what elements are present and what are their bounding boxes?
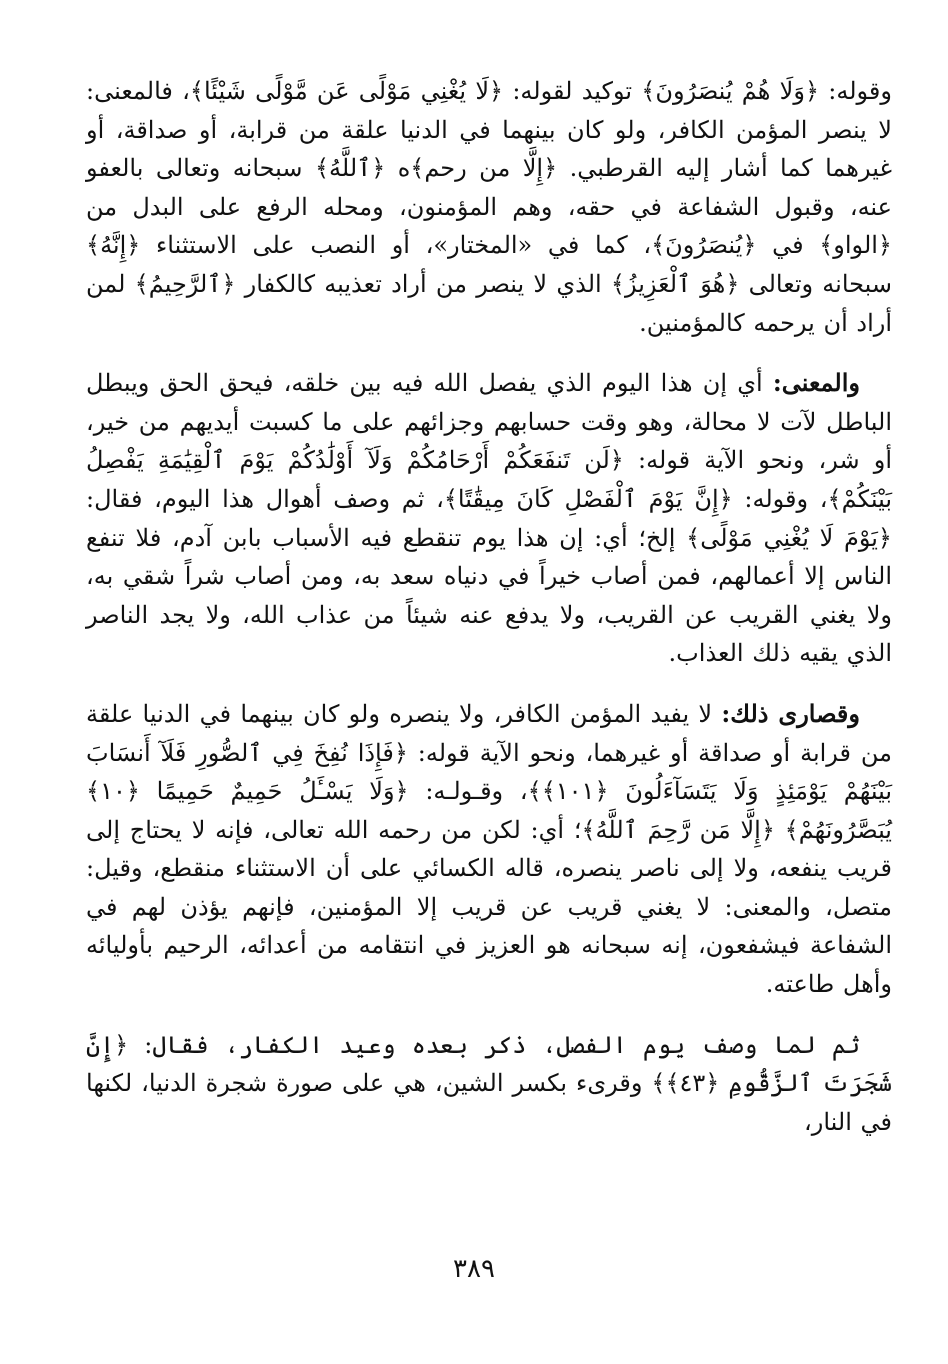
paragraph-2-text: أي إن هذا اليوم الذي يفصل الله فيه بين خلقه، فيحق الحق ويبطل الباطل لآت لا محالة، وهو وقت حسابهم وجزائهم على ما كسبت أيديهم من خير، أو شر، ونحو الآية قوله: ﴿لَن تَنفَعَكُمْ أَرْحَامُكُمْ وَلَآ أَوْلَٰدُكُمْ يَوْمَ ٱلْقِيَٰمَةِ يَفْصِلُ بَيْنَكُمْ﴾، وقوله: ﴿إِنَّ يَوْمَ ٱلْفَصْلِ كَانَ مِيقَٰتًا﴾، ثم وصف أهوال هذا اليوم، فقال: ﴿يَوْمَ لَا يُغْنِي مَوْلًى﴾ إلخ؛ أي: إن هذا يوم تنقطع فيه الأسباب بابن آدم، فلا تنفع الناس إلا أعمالهم، فمن أصاب خيراً في دنياه سعد به، ومن أصاب شراً شقي به، ولا يغني القريب عن القريب، ولا يدفع عنه شيئاً من عذاب الله، ولا يجد الناصر الذي يقيه ذلك العذاب.: [86, 369, 892, 668]
paragraph-4: [86, 1026, 892, 1142]
paragraph-3-lead: وقصارى ذلك:: [721, 698, 860, 728]
paragraph-3-text: لا يفيد المؤمن الكافر، ولا ينصره ولو كان بينهما في الدنيا علقة من قرابة أو صداقة أو غيرهما، ونحو الآية قوله: ﴿فَإِذَا نُفِخَ فِي ٱلصُّورِ فَلَآ أَنسَابَ بَيْنَهُمْ يَوْمَئِذٍ وَلَا يَتَسَآءَلُونَ ﴿١٠١﴾﴾، وقـولـه: ﴿وَلَا يَسْـَٔلُ حَمِيمٌ حَمِيمًا ﴿١٠﴾ يُبَصَّرُونَهُمْ﴾ ﴿إِلَّا مَن رَّحِمَ ٱللَّهُ﴾؛ أي: لكن من رحمه الله تعالى، فإنه لا يحتاج إلى قريب ينفعه، ولا إلى ناصر ينصره، قاله الكسائي على أن الاستثناء منقطع، وقيل: متصل، والمعنى: لا يغني قريب عن قريب إلا المؤمنين، فإنهم يؤذن لهم في الشفاعة فيشفعون، إنه سبحانه هو العزيز في انتقامه من أعدائه، الرحيم بأوليائه وأهل طاعته.: [86, 699, 893, 999]
page-number: ٣٨٩: [453, 1254, 495, 1284]
paragraph-1-text: وقوله: ﴿وَلَا هُمْ يُنصَرُونَ﴾ توكيد لقوله: ﴿لَا يُغْنِي مَوْلًى عَن مَّوْلًى شَيْئًا﴾، فالمعنى: لا ينصر المؤمن الكافر، ولو كان بينهما في الدنيا علقة من قرابة، أو صداقة، أو غيرهما كما أشار إليه القرطبي. ﴿إِلَّا من رحم﴾ه ﴿ٱللَّهُ﴾ سبحانه وتعالى بالعفو عنه، وقبول الشفاعة في حقه، وهم المؤمنون، ومحله الرفع على البدل من ﴿الواو﴾ في ﴿يُنصَرُونَ﴾، كما في «المختار»، أو النصب على الاستثناء ﴿إِنَّهُ﴾ سبحانه وتعالى ﴿هُوَ ٱلْعَزِيزُ﴾ الذي لا ينصر من أراد تعذيبه كالكفار ﴿ٱلرَّحِيمُ﴾ لمن أراد أن يرحمه كالمؤمنين.: [86, 77, 892, 337]
paragraph-1: [86, 72, 892, 342]
paragraph-2: [86, 364, 892, 673]
paragraph-2-lead: والمعنى:: [772, 368, 860, 398]
paragraph-3: [86, 695, 892, 1004]
page-body: [86, 72, 892, 1141]
paragraph-4-text: ثم لما وصف يوم الفصل، ذكر بعده وعيد الكفار، فقال: ﴿إِنَّ شَجَرَتَ ٱلزَّقُّومِ ﴿٤٣﴾﴾ وقرىء بكسر الشين، هي على صورة شجرة الدنيا، لكنها في النار،: [86, 1030, 892, 1136]
